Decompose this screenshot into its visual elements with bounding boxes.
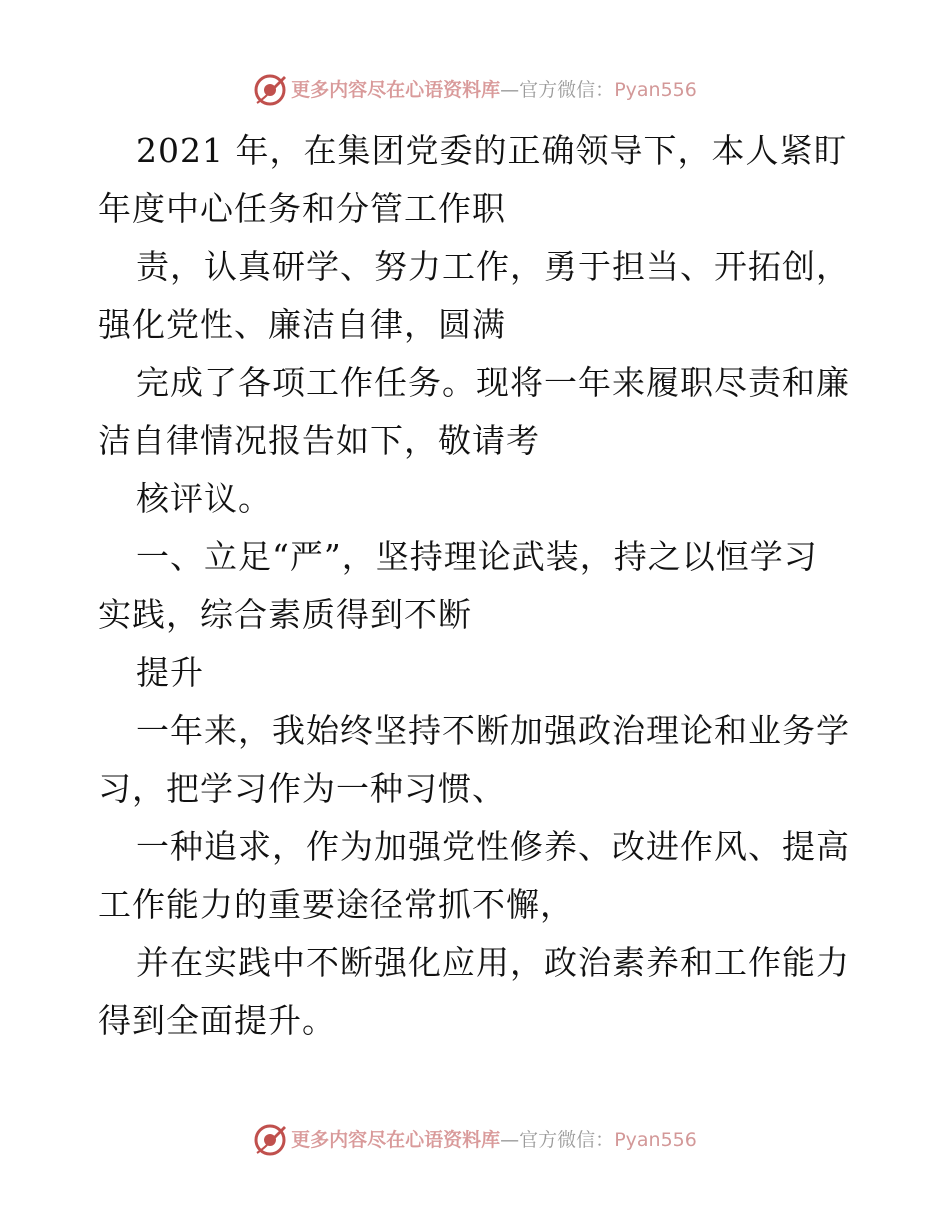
banner-wechat-id: Pyan556 bbox=[614, 1129, 697, 1151]
banner-text bbox=[291, 70, 697, 110]
banner-library-text: 更多内容尽在心语资料库 bbox=[291, 79, 501, 101]
text-line: 洁自律情况报告如下，敬请考 bbox=[98, 421, 540, 460]
text-line: 一年来，我始终坚持不断加强政治理论和业务学 bbox=[136, 711, 850, 750]
text-line: 提升 bbox=[136, 653, 204, 692]
banner-text bbox=[291, 1120, 697, 1160]
text-line: 责，认真研学、努力工作，勇于担当、开拓创， bbox=[136, 247, 850, 286]
text-line: 2021 年，在集团党委的正确领导下，本人紧盯 bbox=[136, 131, 848, 170]
text-line: 并在实践中不断强化应用，政治素养和工作能力 bbox=[136, 943, 850, 982]
text-line: 年度中心任务和分管工作职 bbox=[98, 189, 506, 228]
banner-library-text: 更多内容尽在心语资料库 bbox=[291, 1129, 501, 1151]
pen-logo-icon bbox=[253, 1123, 287, 1157]
banner-wechat-label: —官方微信： bbox=[500, 79, 615, 101]
text-line: 习，把学习作为一种习惯、 bbox=[98, 769, 506, 808]
text-line: 实践，综合素质得到不断 bbox=[98, 595, 472, 634]
text-line: 一种追求，作为加强党性修养、改进作风、提高 bbox=[136, 827, 850, 866]
text-line: 核评议。 bbox=[136, 479, 272, 518]
document-body bbox=[98, 122, 858, 1050]
footer-watermark-banner bbox=[0, 1120, 950, 1160]
text-line: 工作能力的重要途径常抓不懈， bbox=[98, 885, 574, 924]
text-line: 强化党性、廉洁自律，圆满 bbox=[98, 305, 506, 344]
text-line: 得到全面提升。 bbox=[98, 1001, 336, 1040]
header-watermark-banner bbox=[0, 70, 950, 110]
pen-logo-icon bbox=[253, 73, 287, 107]
text-line: 一、立足“严”，坚持理论武装，持之以恒学习 bbox=[136, 537, 818, 576]
banner-wechat-id: Pyan556 bbox=[614, 79, 697, 101]
banner-wechat-label: —官方微信： bbox=[500, 1129, 615, 1151]
text-line: 完成了各项工作任务。现将一年来履职尽责和廉 bbox=[136, 363, 850, 402]
